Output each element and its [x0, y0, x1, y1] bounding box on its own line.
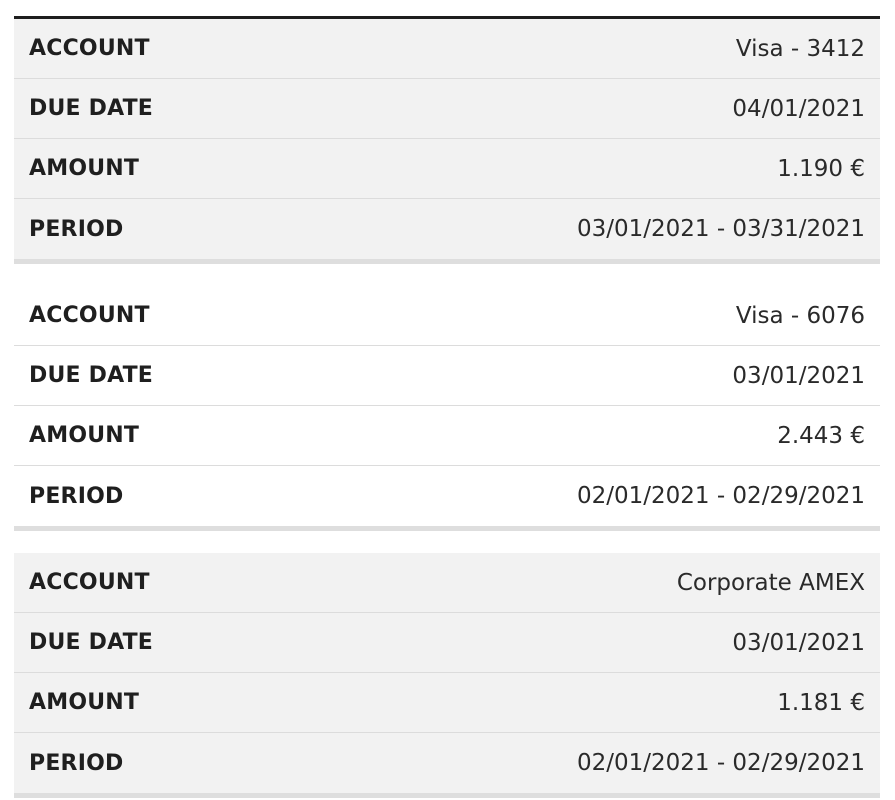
amount-label: AMOUNT	[29, 690, 140, 715]
statement-card[interactable]	[14, 553, 880, 798]
statement-card[interactable]	[14, 19, 880, 264]
period-value: 02/01/2021 - 02/29/2021	[576, 750, 865, 776]
amount-row	[14, 673, 880, 733]
account-label: ACCOUNT	[29, 36, 150, 61]
period-label: PERIOD	[29, 750, 124, 776]
due-date-label: DUE DATE	[29, 363, 154, 388]
due-date-label: DUE DATE	[29, 630, 154, 655]
due-date-row	[14, 346, 880, 406]
due-date-value: 04/01/2021	[732, 95, 865, 122]
period-label: PERIOD	[29, 216, 124, 242]
period-value: 02/01/2021 - 02/29/2021	[576, 483, 865, 509]
account-row	[14, 553, 880, 613]
statement-card[interactable]	[14, 286, 880, 531]
statement-list	[14, 16, 880, 798]
amount-value: 1.181 €	[777, 689, 865, 716]
account-value: Visa - 6076	[735, 302, 865, 329]
amount-label: AMOUNT	[29, 423, 140, 448]
amount-value: 2.443 €	[777, 422, 865, 449]
period-row	[14, 199, 880, 259]
due-date-row	[14, 613, 880, 673]
due-date-value: 03/01/2021	[732, 362, 865, 389]
period-label: PERIOD	[29, 483, 124, 509]
account-label: ACCOUNT	[29, 303, 150, 328]
due-date-row	[14, 79, 880, 139]
account-row	[14, 286, 880, 346]
amount-label: AMOUNT	[29, 156, 140, 181]
period-row	[14, 466, 880, 526]
account-row	[14, 19, 880, 79]
due-date-value: 03/01/2021	[732, 629, 865, 656]
period-value: 03/01/2021 - 03/31/2021	[576, 216, 865, 242]
period-row	[14, 733, 880, 793]
account-value: Corporate AMEX	[676, 569, 865, 596]
due-date-label: DUE DATE	[29, 96, 154, 121]
amount-value: 1.190 €	[777, 155, 865, 182]
account-label: ACCOUNT	[29, 570, 150, 595]
amount-row	[14, 406, 880, 466]
amount-row	[14, 139, 880, 199]
account-value: Visa - 3412	[735, 35, 865, 62]
